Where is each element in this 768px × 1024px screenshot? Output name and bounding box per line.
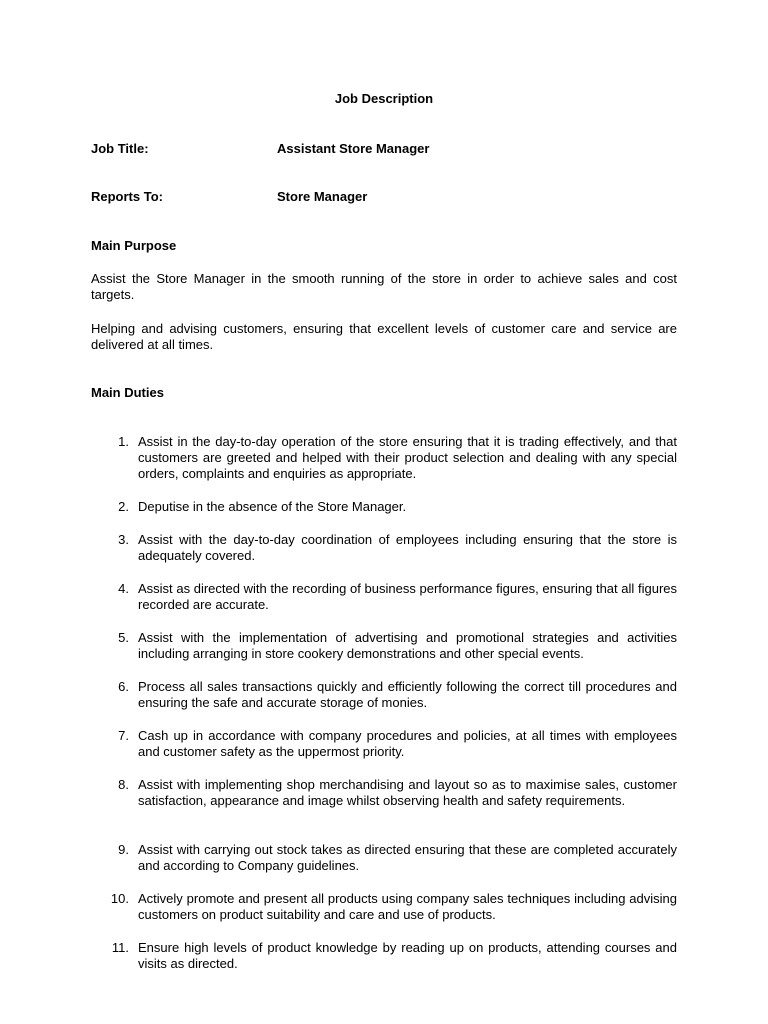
document-title: Job Description bbox=[334, 91, 434, 106]
list-item-number: 4. bbox=[118, 581, 129, 596]
job-title-value: Assistant Store Manager bbox=[277, 141, 430, 156]
list-item-number: 3. bbox=[118, 532, 129, 547]
list-item-number: 8. bbox=[118, 777, 129, 792]
list-item-number: 2. bbox=[118, 499, 129, 514]
list-item-number: 1. bbox=[118, 434, 129, 449]
list-item-number: 7. bbox=[118, 728, 129, 743]
reports-to-label: Reports To: bbox=[91, 189, 163, 204]
list-item-text: Actively promote and present all products using company sales techniques including advising customers on product suitability and care and use of products. bbox=[138, 891, 677, 922]
list-item-number: 10. bbox=[110, 891, 129, 906]
list-item-text: Assist with implementing shop merchandising and layout so as to maximise sales, customer satisfaction, appearance and image whilst observing health and safety requirements. bbox=[138, 777, 677, 808]
list-item-text: Assist with carrying out stock takes as directed ensuring that these are completed accurately and according to Company guidelines. bbox=[138, 842, 677, 873]
list-item-number: 5. bbox=[118, 630, 129, 645]
list-item-number: 9. bbox=[118, 842, 129, 857]
reports-to-value: Store Manager bbox=[277, 189, 368, 204]
main-purpose-paragraph: Helping and advising customers, ensuring that excellent levels of customer care and service are delivered at all times. bbox=[91, 321, 677, 352]
main-purpose-paragraph: Assist the Store Manager in the smooth running of the store in order to achieve sales and cost targets. bbox=[91, 271, 677, 302]
main-purpose-heading: Main Purpose bbox=[91, 238, 177, 253]
list-item-number: 6. bbox=[118, 679, 129, 694]
list-item-text: Process all sales transactions quickly and efficiently following the correct till procedures and ensuring the safe and accurate storage of monies. bbox=[138, 679, 677, 710]
list-item-text: Ensure high levels of product knowledge by reading up on products, attending courses and visits as directed. bbox=[138, 940, 677, 971]
job-title-label: Job Title: bbox=[91, 141, 149, 156]
list-item-text: Assist in the day-to-day operation of the store ensuring that it is trading effectively, and that customers are greeted and helped with their product selection and dealing with any special orders, complaints and enquiries as appropriate. bbox=[138, 434, 677, 481]
main-duties-heading: Main Duties bbox=[91, 385, 164, 400]
list-item-text: Assist as directed with the recording of business performance figures, ensuring that all figures recorded are accurate. bbox=[138, 581, 677, 612]
list-item-text: Deputise in the absence of the Store Manager. bbox=[138, 499, 407, 514]
list-item-number: 11. bbox=[111, 940, 129, 955]
list-item-text: Assist with the day-to-day coordination of employees including ensuring that the store is adequately covered. bbox=[138, 532, 677, 563]
list-item-text: Assist with the implementation of advertising and promotional strategies and activities including arranging in store cookery demonstrations and other special events. bbox=[138, 630, 677, 661]
list-item-text: Cash up in accordance with company procedures and policies, at all times with employees and customer safety as the uppermost priority. bbox=[138, 728, 677, 759]
